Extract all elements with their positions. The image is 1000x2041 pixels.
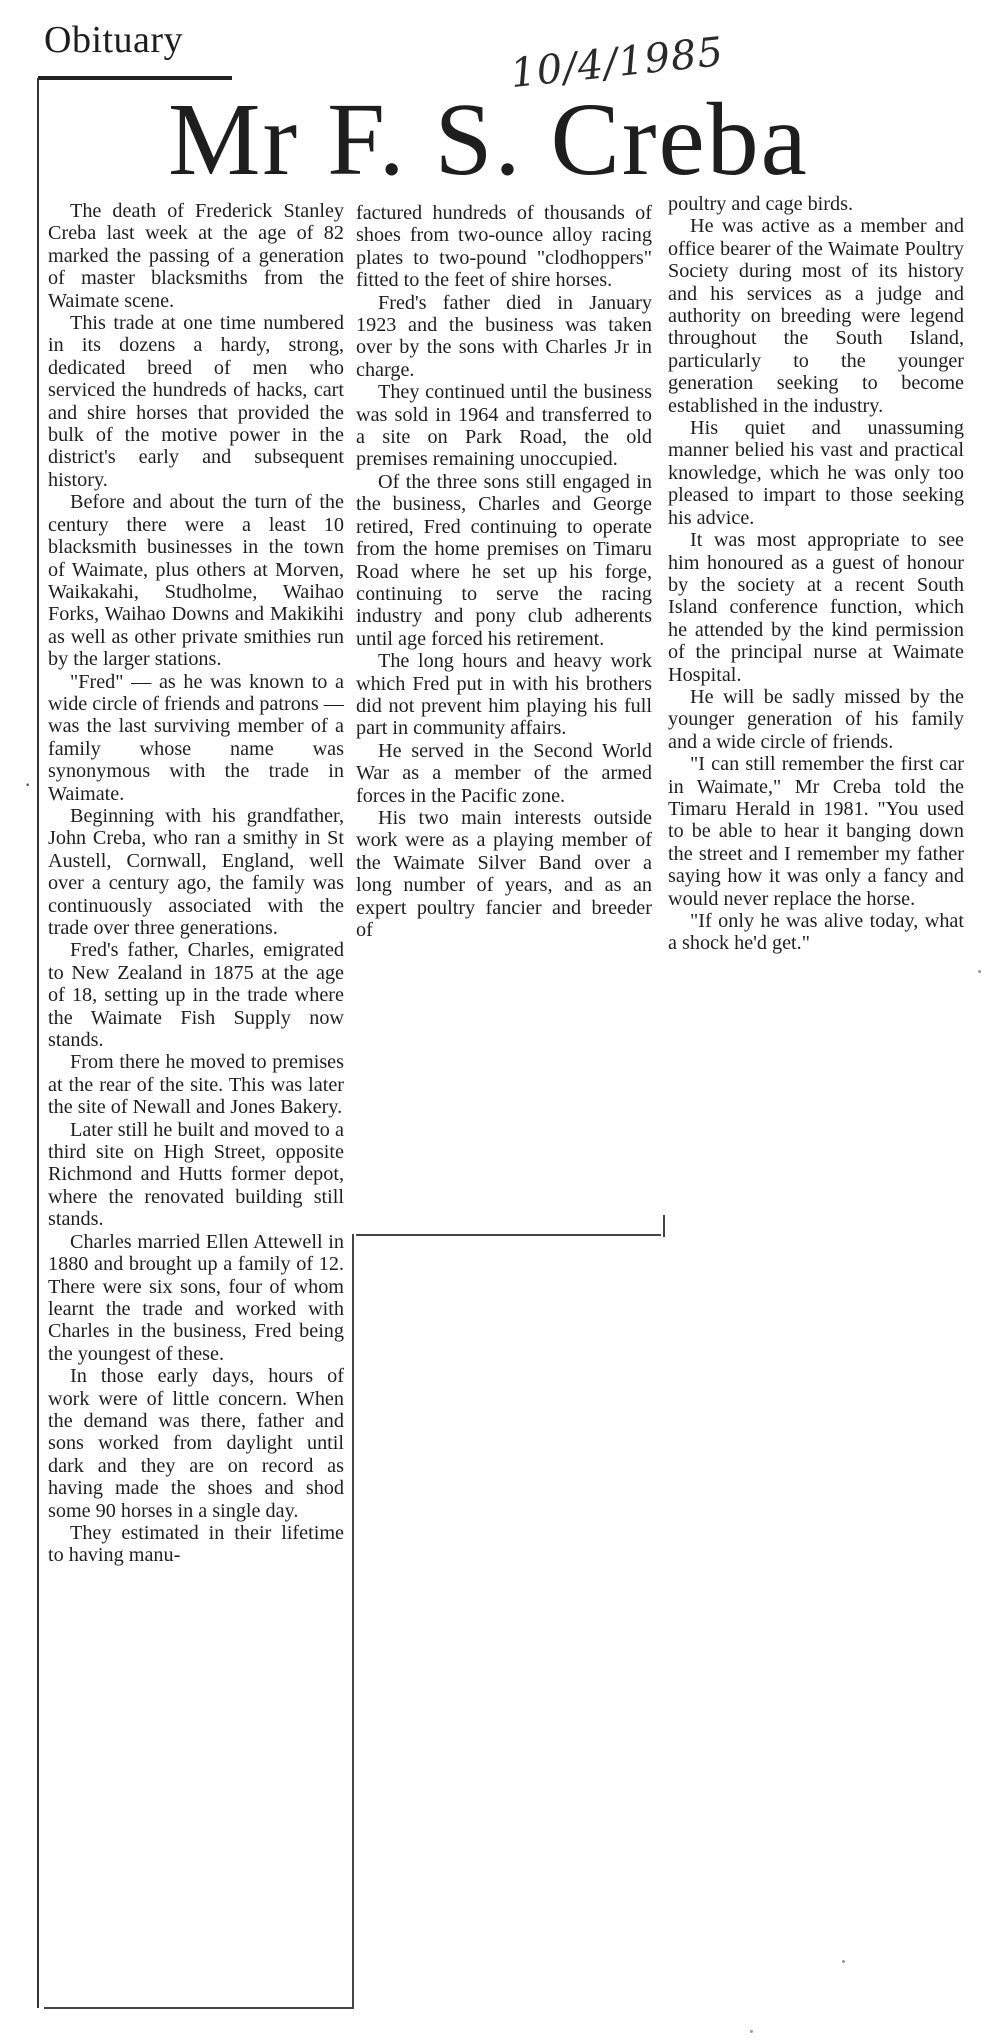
paragraph: He was active as a member and office bearer of the Waimate Poultry Society during most of its history and his services as a judge and authority on breeding were legend throughout the South Island, particularly to the younger generation seeking to become established in the industry. <box>668 215 964 417</box>
section-rule <box>38 76 232 80</box>
headline: Mr F. S. Creba <box>168 82 809 197</box>
paragraph: They continued until the business was sold in 1964 and transferred to a site on Park Road, the old premises remaining unoccupied. <box>356 381 652 471</box>
handwritten-date: 10/4/1985 <box>508 28 726 98</box>
paragraph: factured hundreds of thousands of shoes from two-ounce alloy racing plates to two-pound "clodhoppers" fitted to the feet of shire horses. <box>356 202 652 292</box>
paragraph: "Fred" — as he was known to a wide circle of friends and patrons — was the last surviving member of a family whose name was synonymous with the trade in Waimate. <box>48 670 344 805</box>
paragraph: The long hours and heavy work which Fred put in with his brothers did not prevent him playing his full part in community affairs. <box>356 650 652 740</box>
paragraph: His quiet and unassuming manner belied his vast and practical knowledge, which he was only too pleased to impart to those seeking his advice. <box>668 417 964 529</box>
column-divider <box>663 1215 665 1237</box>
paragraph: Fred's father, Charles, emigrated to New Zealand in 1875 at the age of 18, setting up in the trade where the Waimate Fish Supply now stands. <box>48 939 344 1052</box>
scan-speck <box>750 2030 753 2033</box>
scan-speck <box>842 1960 845 1963</box>
column-divider <box>356 1234 661 1236</box>
paragraph: poultry and cage birds. <box>668 193 853 215</box>
paragraph: The death of Frederick Stanley Creba last week at the age of 82 marked the passing of a generation of master blacksmiths from the Waimate scene. <box>48 200 344 312</box>
column-divider <box>44 2007 354 2009</box>
left-border <box>37 78 39 2008</box>
paragraph: "If only he was alive today, what a shock he'd get." <box>668 910 964 955</box>
paragraph: This trade at one time numbered in its dozens a hardy, strong, dedicated breed of men who serviced the hundreds of hacks, cart and shire horses that provided the bulk of the motive power in the district's early and subsequent history. <box>48 312 344 491</box>
column-2 <box>356 202 652 1242</box>
scan-speck <box>978 970 981 973</box>
paragraph: He will be sadly missed by the younger generation of his family and a wide circle of friends. <box>668 685 964 753</box>
paragraph: They estimated in their lifetime to having manu- <box>48 1521 344 1567</box>
column-divider <box>352 1234 354 2009</box>
column-1 <box>48 200 344 2000</box>
paragraph: He served in the Second World War as a member of the armed forces in the Pacific zone. <box>356 739 652 807</box>
paragraph: From there he moved to premises at the rear of the site. This was later the site of Newall and Jones Bakery. <box>48 1051 344 1119</box>
paragraph: Charles married Ellen Attewell in 1880 and brought up a family of 12. There were six sons, four of whom learnt the trade and worked with Charles in the business, Fred being the youngest of these. <box>48 1230 344 1365</box>
section-label: Obituary <box>44 19 184 61</box>
paragraph: His two main interests outside work were as a playing member of the Waimate Silver Band over a long number of years, and as an expert poultry fancier and breeder of <box>356 806 652 941</box>
column-3 <box>668 193 964 1223</box>
paragraph: Beginning with his grandfather, John Creba, who ran a smithy in St Austell, Cornwall, England, well over a century ago, the family was continuously associated with the trade over three generations. <box>48 804 344 939</box>
paragraph: Fred's father died in January 1923 and the business was taken over by the sons with Charles Jr in charge. <box>356 291 652 381</box>
paragraph: Before and about the turn of the century there were a least 10 blacksmith businesses in the town of Waimate, plus others at Morven, Waikakahi, Studholme, Waihao Forks, Waihao Downs and Makikihi as well as other private smithies run by the larger stations. <box>48 491 344 671</box>
paragraph: Later still he built and moved to a third site on High Street, opposite Richmond and Hutts former depot, where the renovated building still stands. <box>48 1118 344 1231</box>
paragraph: In those early days, hours of work were of little concern. When the demand was there, father and sons worked from daylight until dark and they are on record as having made the shoes and shod some 90 horses in a single day. <box>48 1365 344 1522</box>
paragraph: It was most appropriate to see him honoured as a guest of honour by the society at a recent South Island conference function, which he attended by the kind permission of the principal nurse at Waimate Hospital. <box>668 529 964 686</box>
paragraph: Of the three sons still engaged in the business, Charles and George retired, Fred continuing to operate from the home premises on Timaru Road where he set up his forge, continuing to serve the racing industry and pony club adherents until age forced his retirement. <box>356 470 652 650</box>
margin-mark: · <box>24 772 32 797</box>
paragraph: "I can still remember the first car in Waimate," Mr Creba told the Timaru Herald in 1981. "You used to be able to hear it banging down the street and I remember my father saying how it was only a fancy and would never replace the horse. <box>668 753 964 910</box>
